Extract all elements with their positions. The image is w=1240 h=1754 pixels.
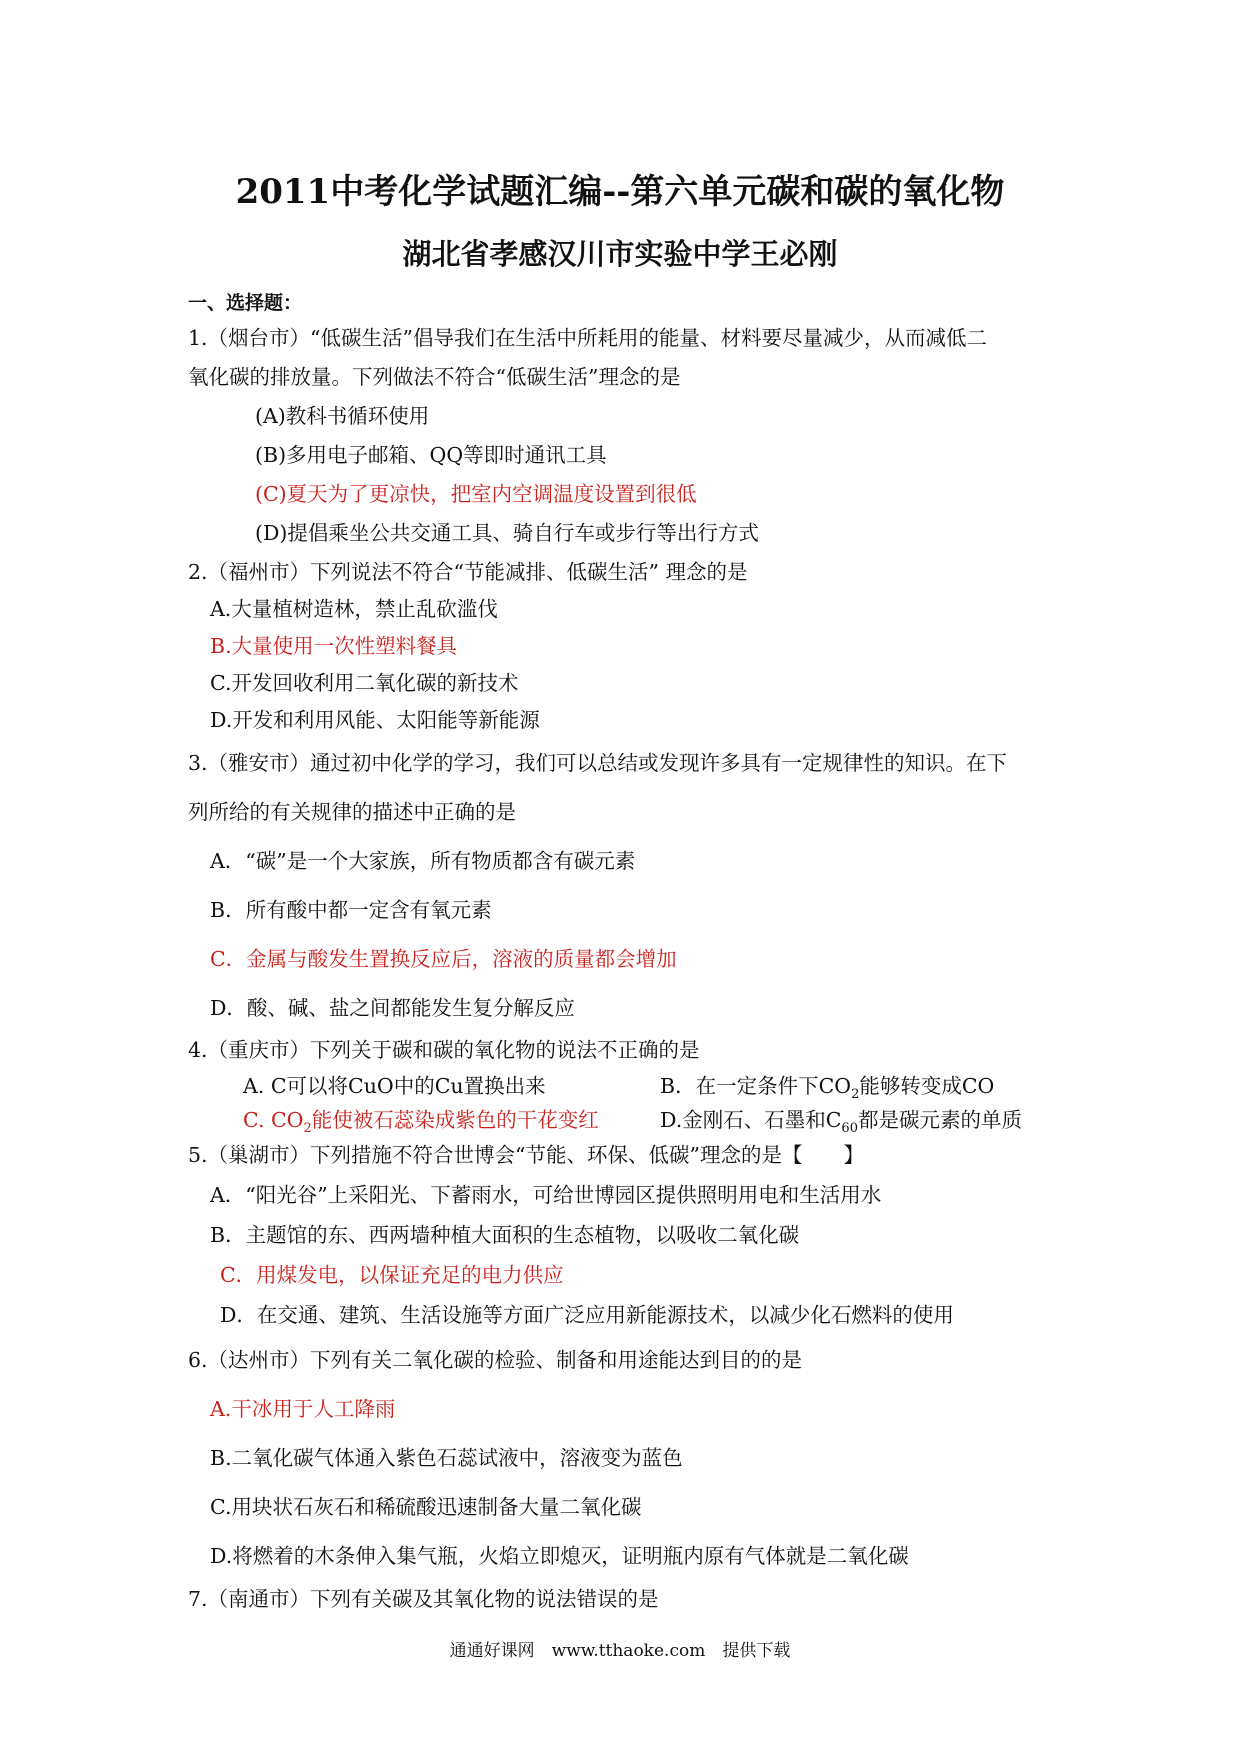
question-1-option-b: (B)多用电子邮箱、QQ等即时通讯工具 [255, 443, 607, 467]
question-3-option-a: A．“碳”是一个大家族，所有物质都含有碳元素 [210, 849, 636, 873]
page-title: 2011中考化学试题汇编--第六单元碳和碳的氧化物 [235, 172, 1005, 212]
question-5-line-1: 5.（巢湖市）下列措施不符合世博会“节能、环保、低碳”理念的是【 】 [188, 1143, 865, 1167]
question-3-option-b: B．所有酸中都一定含有氧元素 [210, 898, 492, 922]
subscript: 60 [841, 1121, 858, 1136]
question-1-option-c-answer: (C)夏天为了更凉快，把室内空调温度设置到很低 [255, 482, 697, 506]
question-3-line-2: 列所给的有关规律的描述中正确的是 [188, 800, 516, 824]
question-4-line-1: 4.（重庆市）下列关于碳和碳的氧化物的说法不正确的是 [188, 1038, 700, 1062]
question-1-option-d: (D)提倡乘坐公共交通工具、骑自行车或步行等出行方式 [255, 521, 759, 545]
question-3-line-1: 3.（雅安市）通过初中化学的学习，我们可以总结或发现许多具有一定规律性的知识。在下 [188, 751, 1008, 775]
question-1-line-1: 1.（烟台市）“低碳生活”倡导我们在生活中所耗用的能量、材料要尽量减少，从而减低二 [188, 326, 988, 350]
question-6-option-c: C.用块状石灰石和稀硫酸迅速制备大量二氧化碳 [210, 1495, 642, 1519]
question-2-line-1: 2.（福州市）下列说法不符合“节能减排、低碳生活” 理念的是 [188, 560, 748, 584]
question-3-option-c-answer: C．金属与酸发生置换反应后，溶液的质量都会增加 [210, 947, 677, 971]
question-7-line-1: 7.（南通市）下列有关碳及其氧化物的说法错误的是 [188, 1587, 659, 1611]
question-4-option-d [660, 1103, 1022, 1136]
question-4-option-a: A. C可以将CuO中的Cu置换出来 [243, 1074, 546, 1098]
subscript: 2 [851, 1087, 860, 1102]
question-5-option-b: B．主题馆的东、西两墙种植大面积的生态植物，以吸收二氧化碳 [210, 1223, 800, 1247]
question-2-option-c: C.开发回收利用二氧化碳的新技术 [210, 671, 519, 695]
question-6-line-1: 6.（达州市）下列有关二氧化碳的检验、制备和用途能达到目的的是 [188, 1348, 803, 1372]
page-subtitle: 湖北省孝感汉川市实验中学王必刚 [402, 237, 838, 271]
question-5-option-a: A．“阳光谷”上采阳光、下蓄雨水，可给世博园区提供照明用电和生活用水 [210, 1183, 882, 1207]
question-1-line-2: 氧化碳的排放量。下列做法不符合“低碳生活”理念的是 [188, 365, 681, 389]
page-footer: 通通好课网 www.tthaoke.com 提供下载 [449, 1641, 791, 1661]
section-heading: 一、选择题： [188, 292, 303, 314]
question-2-option-a: A.大量植树造林，禁止乱砍滥伐 [210, 597, 498, 621]
question-4-option-d-text: D.金刚石、石墨和C [660, 1108, 842, 1132]
question-3-option-d: D．酸、碱、盐之间都能发生复分解反应 [210, 996, 575, 1020]
question-2-option-d: D.开发和利用风能、太阳能等新能源 [210, 708, 540, 732]
question-6-option-a-answer: A.干冰用于人工降雨 [210, 1397, 396, 1421]
question-6-option-d: D.将燃着的木条伸入集气瓶，火焰立即熄灭，证明瓶内原有气体就是二氧化碳 [210, 1544, 909, 1568]
question-4-option-d-text-end: 都是碳元素的单质 [857, 1108, 1022, 1132]
question-4-option-b-text-end: 能够转变成CO [859, 1074, 995, 1098]
question-4-option-c-answer [243, 1103, 599, 1136]
question-5-option-c-answer: C．用煤发电，以保证充足的电力供应 [220, 1263, 564, 1287]
question-5-option-d: D．在交通、建筑、生活设施等方面广泛应用新能源技术，以减少化石燃料的使用 [220, 1303, 954, 1327]
question-2-option-b-answer: B.大量使用一次性塑料餐具 [210, 634, 458, 658]
question-4-option-c-text: C. CO [243, 1108, 304, 1132]
question-6-option-b: B.二氧化碳气体通入紫色石蕊试液中，溶液变为蓝色 [210, 1446, 683, 1470]
question-4-option-c-text-end: 能使被石蕊染成紫色的干花变红 [311, 1108, 599, 1132]
question-1-option-a: (A)教科书循环使用 [255, 404, 430, 428]
question-4-option-b [660, 1069, 995, 1102]
subscript: 2 [303, 1121, 312, 1136]
question-4-option-b-text: B．在一定条件下CO [660, 1074, 852, 1098]
